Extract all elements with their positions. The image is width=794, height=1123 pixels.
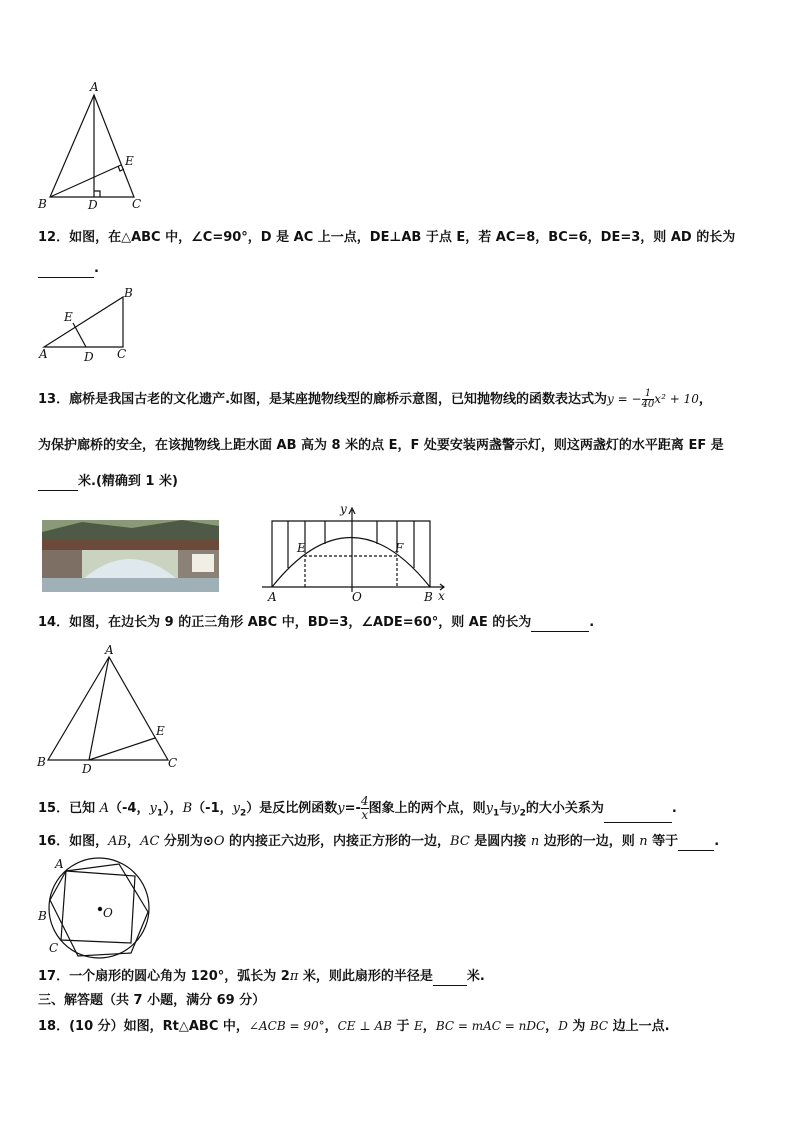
q15-fraction: $\frac{4}{x}$ [360,794,369,822]
fig11-label-d: D [88,198,98,212]
fig11-label-e: E [125,154,134,168]
fig12-label-e: E [64,310,73,324]
question-13-line2: 为保护廊桥的安全，在该抛物线上距水面 AB 高为 8 米的点 E，F 处要安装两盏警示灯，则这两盏灯的水平距离 EF 是 [38,438,724,453]
question-16: 16．如图，AB，AC 分别为⊙O 的内接正六边形，内接正方形的一边，BC 是圆内接 n 边形的一边，则 n 等于 . [38,834,720,849]
fig12-label-a: A [39,347,48,361]
q13-formula-suffix: x² + 10 [654,392,699,406]
q17-answer-blank[interactable] [433,971,467,986]
fig12-label-d: D [84,350,94,364]
fig14-label-e: E [156,724,165,738]
fig14-label-d: D [82,762,92,776]
fig13-label-a: A [268,590,277,604]
fig13-label-e: E [297,541,306,555]
fig16-label-a: A [55,857,64,871]
fig13-label-x: x [438,589,445,603]
fig14-label-c: C [168,756,178,770]
question-18: 18．(10 分）如图，Rt△ABC 中，∠ACB = 90°，CE ⊥ AB 于 E，BC = mAC = nDC，D 为 BC 边上一点. [38,1019,670,1034]
fig16-label-o: O [103,906,113,920]
question-17: 17．一个扇形的圆心角为 120°，弧长为 2π 米，则此扇形的半径是 米. [38,969,485,984]
fig13-label-b: B [424,590,433,604]
question-14: 14．如图，在边长为 9 的正三角形 ABC 中，BD=3，∠ADE=60°，则 AE 的长为 . [38,615,595,630]
center-dot [98,907,101,910]
fig14-label-a: A [105,643,114,657]
q12-text: 12．如图，在△ABC 中，∠C=90°，D 是 AC 上一点，DE⊥AB 于点 E，若 AC=8，BC=6，DE=3，则 AD 的长为 [38,230,736,245]
fig12-label-c: C [117,347,127,361]
question-15: 15．已知 A（-4，$y_1$），B（-1，$y_2$）是反比例函数y=- $\frac{4}{x}$ 图象上的两个点，则$y_1$与$y_2$的大小关系为 . [38,794,677,822]
q12-answer-line: . [38,260,99,278]
fig11-label-b: B [38,197,47,211]
fig13-label-f: F [395,541,404,555]
fig13-label-o: O [352,590,362,604]
fig12-label-b: B [124,286,133,300]
fig16-label-b: B [38,909,47,923]
question-13-line3: 米.(精确到 1 米) [38,473,178,491]
question-13-line1: 13．廊桥是我国古老的文化遗产.如图，是某座抛物线型的廊桥示意图，已知抛物线的函数表达式为y = − $\frac{1}{40}$ x² + 10， [38,388,712,410]
q13-formula-fraction: $\frac{1}{40}$ [641,388,655,410]
section-3-heading: 三、解答题（共 7 小题，满分 69 分） [38,993,266,1008]
q13-formula-prefix: y = − [607,392,642,406]
fig16-label-c: C [49,941,59,955]
fig14-label-b: B [37,755,46,769]
fig11-label-a: A [90,80,99,94]
fig13-label-y: y [340,502,347,516]
fig11-label-c: C [132,197,142,211]
inscribed-square [61,871,135,943]
